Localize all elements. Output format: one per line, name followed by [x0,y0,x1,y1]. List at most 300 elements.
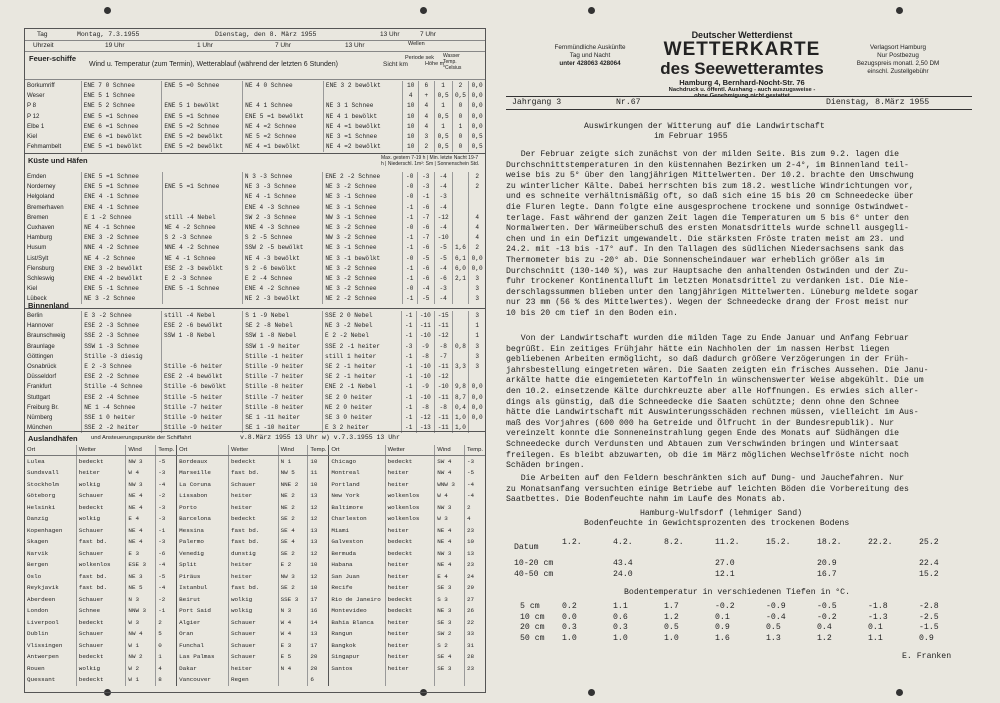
station-cell: ENE 5 -1 Schnee [162,284,242,294]
station-cell: NE 3 -2 Schnee [323,264,402,274]
ausland-cell: SE 4 [278,537,308,549]
article-line: den 10.2. einsetzende Kälte durchkreuzte aber alle Hoffnungen. Es erwies sich aller- [506,386,919,396]
ausland-cell: heiter [385,652,435,664]
station-name: Kiel [27,133,38,141]
divider [25,307,485,309]
ausland-row [25,629,485,641]
station-cell: E 1 -2 Schnee [82,213,162,223]
ausland-col-header: Wetter [228,445,278,456]
value-cell: 0.3 [613,623,628,633]
station-row [25,331,485,341]
ausland-cell: SE 2 [278,548,308,560]
ausland-cell [465,675,486,687]
ausland-col-header: Ort [329,445,385,456]
station-cell: E 2 -4 Schnee [242,274,322,284]
station-cell: -7 [417,213,434,223]
station-cell [469,192,485,202]
station-name: Osnabrück [27,363,57,371]
ausland-table [25,445,485,686]
value-cell: -0.5 [817,602,837,611]
ausland-cell: heiter [228,502,278,514]
station-row [25,101,485,111]
station-cell: -12 [416,413,434,423]
ausland-cell: NE 3 [126,571,156,583]
article-line: Durchschnitt (130-140 %), was zur Hauptsache den anhaltenden Ostwinden und der Zu- [506,266,909,276]
value-cell: 0.4 [817,623,832,633]
ausland-cell: SSE 3 [278,594,308,606]
station-cell: 0,5 [469,132,485,142]
value-cell: 1.2 [817,633,832,643]
article-line: derschlagssummen blieben unter den langjährigen Mittelwerten. Lüneburg meldete sogar [506,287,919,297]
station-cell: 4 [418,122,434,132]
station-cell: SSW 2 -5 bewölkt [242,243,322,253]
ausland-cell: Las Palmas [177,652,229,664]
ausland-cell: 0 [156,640,177,652]
station-cell: ESE 2 -4 bewölkt [162,372,243,382]
station-cell: ENE 3 -2 Schnee [82,233,162,243]
value-cell: 15.2 [919,569,939,579]
station-cell: ENE 5 =1 Schnee [82,172,162,182]
station-cell: ENE 5 1 bewölkt [162,101,243,111]
station-cell: -1 [401,393,416,403]
station-cell: NE 4 1 Schnee [243,101,324,111]
ausland-cell: Lulea [27,457,45,465]
ausland-cell: 20 [308,652,329,664]
station-cell: 1 [434,122,452,132]
ausland-cell: 8 [156,675,177,687]
contact-block: Fernmündliche Auskünfte Tag und Nacht unter 428063 428064 [554,44,626,67]
station-name: Cuxhaven [27,224,55,232]
station-name: Flensburg [27,264,55,272]
ausland-cell: E 2 [278,560,308,572]
ausland-cell: -2 [156,491,177,503]
station-name: Lübeck [27,295,47,303]
ausland-cell: 12 [308,502,329,514]
station-cell: 1 [452,122,469,132]
station-cell: Stille -6 bewölkt [162,382,243,392]
station-row [25,362,485,372]
issue-bar [506,96,972,110]
soil-table-title: Hamburg-Wulfsdorf (lehmiger Sand) [640,509,803,518]
ausland-row [25,456,485,468]
ausland-cell: dunstig [228,548,278,560]
address: Hamburg 4, Bernhard-Nocht-Str. 76 [679,78,805,87]
ausland-cell: SW 4 [435,456,465,468]
service-name: Deutscher Wetterdienst [691,30,793,40]
station-row [25,132,485,142]
station-cell: -0 [402,182,417,192]
date-cell: 11.2. [715,538,740,547]
station-cell: ENE 6 =1 Schnee [81,122,162,132]
station-cell: -11 [434,423,452,433]
day1-label: Montag, 7.3.1955 [77,31,140,38]
station-cell: Stille -9 heiter [162,423,243,433]
station-cell: 3 [469,284,485,294]
ausland-cell: 1 [156,652,177,664]
date-cell: 8.2. [664,538,684,547]
station-cell: -4 [434,294,452,304]
ausland-cell: Danzig [27,515,49,523]
ausland-cell: E 5 [278,652,308,664]
station-cell: NE 1 -4 Schnee [82,403,162,413]
depth-label: 5 cm [520,602,540,611]
station-cell [452,294,469,304]
station-cell: NE 4 =2 Schnee [243,122,324,132]
station-cell: 0,0 [469,382,485,392]
station-cell: SE 1 -10 heiter [243,423,323,433]
soil-table-subtitle: Bodenfeuchte in Gewichtsprozenten des trockenen Bodens [584,519,850,528]
ausland-cell: Aberdeen [27,595,56,603]
station-cell: -12 [434,331,452,341]
station-cell: ENE 6 =1 bewölkt [81,132,162,142]
value-cell: 0.5 [766,623,781,633]
station-cell: -1 [401,321,416,331]
station-cell: + [418,91,434,101]
ausland-cell: NW 3 [278,571,308,583]
ausland-cell: 5 [156,629,177,641]
ausland-cell: heiter [385,617,435,629]
ausland-cell: Beirut [177,594,229,606]
ausland-cell: 17 [308,594,329,606]
article-line: begrüßt. Ein zeitiges Frühjahr hätte ein Nachholen der im nassen Herbst liegen [506,344,890,354]
station-cell: -5 [434,243,452,253]
station-cell: 0,0 [469,254,485,264]
ausland-cell: Oslo [27,572,42,580]
station-row [25,122,485,132]
ausland-cell: Helsinki [27,503,56,511]
station-cell: ENE 4 -2 bewölkt [82,274,162,284]
ausland-cell: wolkig [76,514,126,526]
sicht-label: Sicht km [383,61,408,68]
station-cell: ENE 5 =2 bewölkt [162,132,243,142]
ausland-cell: Piräus [177,571,229,583]
depth-label: 20 cm [520,623,545,633]
date-cell: 22.2. [868,538,893,547]
ausland-row [25,560,485,572]
ausland-cell: bedeckt [76,617,126,629]
station-cell [452,192,469,202]
ausland-cell: Stockholm [27,480,59,488]
ausland-cell: E 4 [435,571,465,583]
station-cell [162,352,243,362]
ausland-cell: bedeckt [76,652,126,664]
ausland-row [25,468,485,480]
ausland-cell: 4 [156,663,177,675]
punch-hole [420,7,427,14]
ausland-cell: bedeckt [385,548,435,560]
station-row [25,284,485,294]
station-cell [452,182,469,192]
ausland-cell: Reykjavik [27,584,59,592]
soil-temp-title: Bodentemperatur in verschiedenen Tiefen in °C. [624,588,851,597]
ausland-cell: bedeckt [76,456,126,468]
ausland-cell: 31 [465,640,486,652]
station-cell: ENE 5 -1 Schnee [82,284,162,294]
ausland-cell: 10 [308,583,329,595]
ausland-cell: 23 [465,663,486,675]
station-cell: -1 [401,362,416,372]
ausland-cell: Skagen [27,538,49,546]
ausland-cell: Schnee [76,606,126,618]
station-row [25,91,485,101]
ausland-cell: Charleston [329,514,385,526]
ausland-cell: Regen [228,675,278,687]
ausland-cell: heiter [385,560,435,572]
ausland-col-header: Wetter [76,445,126,456]
ausland-cell: fast bd. [76,571,126,583]
ausland-cell: Lissabon [177,491,229,503]
uhrzeit-label: Uhrzeit [33,42,54,49]
ausland-cell: 22 [465,617,486,629]
station-cell: ENE 5 =1 Schnee [81,112,162,122]
article-subtitle: im Februar 1955 [654,132,728,141]
ausland-cell: Schauer [228,479,278,491]
station-cell: -1 [401,352,416,362]
ausland-cell: Schauer [228,629,278,641]
value-cell: -0.4 [766,612,786,622]
ausland-cell: -5 [465,468,486,480]
ausland-cell: fast bd. [76,537,126,549]
station-cell: 0 [452,101,469,111]
station-cell: 4 [469,223,485,233]
ausland-cell: N 4 [278,663,308,675]
ausland-cell: heiter [228,560,278,572]
station-cell: -9 [416,342,434,352]
station-cell: ENE 5 1 Schnee [81,91,162,101]
ausland-cell: heiter [76,468,126,480]
tag-label: Tag [37,31,48,38]
value-cell: -1.8 [868,602,888,611]
ausland-cell: 33 [465,629,486,641]
station-cell: 1,0 [452,413,469,423]
article-line: terlage. Fast während der ganzen Zeit lagen die Temperaturen um 5 bis 6° unter den [506,213,909,223]
ausland-cell: -1 [156,606,177,618]
station-cell: ENE 5 =2 bewölkt [162,142,243,152]
station-cell: -1 [401,331,416,341]
station-cell: -11 [434,393,452,403]
station-cell: 3,3 [452,362,469,372]
value-cell: 1.1 [613,602,628,611]
station-cell: NE 3 -3 Schnee [242,182,322,192]
klima-labels: Max. gestern 7-19 h | Min. letzte Nacht 19-7 h | Niederschl. 1m²: Sm | Sonnenschein Std. [381,155,480,167]
value-cell: 22.4 [919,559,939,568]
value-cell: 1.2 [664,612,679,622]
station-cell: NE 3 -2 Nebel [323,321,402,331]
station-cell: 10 [403,142,418,152]
station-name: Bremen [27,213,49,221]
signature: E. Franken [902,652,952,661]
ausland-cell: -5 [156,456,177,468]
station-cell: NE 3 -1 bewölkt [323,254,402,264]
station-cell: 4 [469,213,485,223]
station-cell: -13 [416,423,434,433]
ausland-col-header: Wind [435,445,465,456]
ausland-row [25,491,485,503]
ausland-cell: Dakar [177,663,229,675]
ausland-cell: heiter [228,491,278,503]
station-cell: 6,0 [452,264,469,274]
ausland-cell: 13 [308,537,329,549]
article-line: maß des Vorjahres (600 000 ha Getreide und Ölfrucht in der Bundesrepublik). Nur [506,418,895,428]
station-cell: NE 4 1 bewölkt [323,112,403,122]
ausland-row [25,537,485,549]
station-name: Elbe 1 [27,122,45,130]
station-cell: -3 [401,342,416,352]
station-cell: NE 3 -2 Schnee [323,284,402,294]
station-cell: S 2 -5 Schnee [242,233,322,243]
ausland-cell: -1 [156,525,177,537]
col-13uhr-label: 13 Uhr [380,31,400,38]
ausland-cell: bedeckt [385,456,435,468]
article-line: chen und in ein Defizit umgewandelt. Die stärksten Fröste traten meist am 23. und [506,234,904,244]
observation-table [24,28,486,693]
station-name: Emden [27,173,47,181]
station-cell: -10 [416,362,434,372]
station-cell: 1 [434,81,452,91]
station-name: Hannover [27,322,54,330]
station-cell: -4 [434,182,452,192]
ausland-cell: heiter [228,571,278,583]
station-cell: -1 [402,294,417,304]
time-1: 1 Uhr [197,42,213,49]
station-name: Frankfurt [27,383,52,391]
value-cell: 1.3 [766,633,781,643]
value-cell: 0.6 [613,612,628,622]
value-cell: 0.2 [562,602,577,611]
ausland-col-header: Ort [25,445,76,456]
station-cell: SE 2 0 heiter [323,393,402,403]
ausland-cell: Bermuda [329,548,385,560]
ausland-cell: W 4 [278,617,308,629]
ausland-cell: 23 [465,560,486,572]
ausland-cell: Bergen [27,561,49,569]
ausland-cell: fast bd. [228,468,278,480]
station-cell: NE 2 -2 Schnee [323,294,402,304]
article-line: freilegen. Es bleibt abzuwarten, ob die im März möglichen Wechselfröste nicht noch [506,450,909,460]
article-line: jahrsbestellung eingetreten wären. Die Saaten zeigten ein frisches Aussehen. Die Janu- [506,365,929,375]
ausland-cell: Quessant [27,676,56,684]
station-cell: ENE 5 =1 bewölkt [81,142,162,152]
station-cell: Stille -8 heiter [243,382,323,392]
ausland-cell: NW 2 [126,652,156,664]
ausland-cell: bedeckt [228,514,278,526]
ausland-cell: NE 4 [126,525,156,537]
header-row-feuer [25,51,485,80]
ausland-cell: 20 [308,663,329,675]
periode-label: Periode sek [405,55,435,61]
station-cell: SW 2 -3 Schnee [242,213,322,223]
ausland-row [25,640,485,652]
station-cell: 1 [434,101,452,111]
ausland-cell: Schauer [76,629,126,641]
station-cell: NNE 4 -3 Schnee [242,223,322,233]
station-cell: -10 [434,382,452,392]
station-cell: -1 [402,243,417,253]
station-cell: NE 4 =1 bewölkt [243,142,324,152]
station-cell: -10 [434,233,452,243]
wind-caption: Wind u. Temperatur (zum Termin), Wetterablauf (während der letzten 6 Stunden) [89,61,339,68]
station-cell: NE 4 -1 Schnee [82,223,162,233]
depth-label: 10 cm [520,612,545,622]
station-cell: ENE 5 =1 Schnee [162,112,243,122]
value-cell: -1.5 [919,623,939,633]
station-cell: 3 [469,342,485,352]
ausland-cell: 28 [465,652,486,664]
station-cell: Stille -9 heiter [162,413,243,423]
station-cell: ENE 4 -1 Schnee [82,192,162,202]
station-cell: 0,0 [469,413,485,423]
ausland-cell: Recife [329,583,385,595]
station-row [25,372,485,382]
station-cell: -6 [417,223,434,233]
ausland-cell: E 3 [278,640,308,652]
ausland-cell: SE 2 [278,583,308,595]
station-cell: still 1 heiter [323,352,402,362]
station-name: Borkumriff [27,82,55,90]
ausland-cell: -3 [156,514,177,526]
ausland-cell: Split [177,560,229,572]
ausland-row [25,583,485,595]
ausland-col-header: Ort [177,445,229,456]
station-name: Weser [27,92,45,100]
divider [25,152,485,154]
station-cell: -8 [416,352,434,362]
article-line: Der Februar zeigte sich zunächst von der milden Seite. Bis zum 9.2. lagen die [506,150,900,159]
ausland-cell: 17 [308,640,329,652]
station-cell: -3 [434,284,452,294]
station-name: Helgoland [27,193,55,201]
notice1: Nachdruck u. öffentl. Aushang - auch auszugsweise - [668,87,816,93]
ausland-cell: -6 [156,548,177,560]
ausland-cell: Messina [177,525,229,537]
station-cell: NE 4 -2 Schnee [162,223,242,233]
station-cell [452,311,469,321]
station-cell: 0,0 [469,81,485,91]
station-cell: -6 [417,274,434,284]
station-cell: ENE 2 -2 Schnee [323,172,402,182]
station-name: Kiel [27,285,38,293]
article-line: gebliebenen Arbeiten ermöglicht, so daß dadurch größere Verzögerungen in der Früh- [506,355,909,365]
station-cell: ENE 4 -1 Schnee [82,203,162,213]
feuerschiffe-title: Feuer-schiffe [29,54,77,63]
station-cell: NE 3 -1 Schnee [323,203,402,213]
station-cell: NE 3 -2 Schnee [323,274,402,284]
station-cell [452,284,469,294]
station-cell: NE 5 =2 Schnee [243,132,324,142]
station-cell [452,172,469,182]
paragraph-3 [506,474,909,506]
ausland-cell: SW 2 [435,629,465,641]
ausland-cell: bedeckt [228,456,278,468]
ausland-cell: heiter [385,629,435,641]
ausland-cell: NE 4 [435,537,465,549]
masthead-subtitle: des Seewetteramtes [660,59,824,78]
paragraph-2 [506,334,929,472]
ausland-row [25,548,485,560]
value-cell: -0.2 [715,602,735,611]
station-cell: NE 4 -1 Schnee [242,192,322,202]
article-line: Schäden bringen. [506,461,585,471]
station-cell [469,203,485,213]
ausland-cell: E 3 [126,548,156,560]
ausland-cell: NW 3 [126,456,156,468]
ausland-cell: -4 [156,479,177,491]
datum-label: Datum [514,543,539,552]
ausland-cell: bedeckt [76,502,126,514]
station-cell: -0 [402,254,417,264]
article-title: Auswirkungen der Witterung auf die Landwirtschaft [584,122,825,131]
station-cell: 3 [469,352,485,362]
